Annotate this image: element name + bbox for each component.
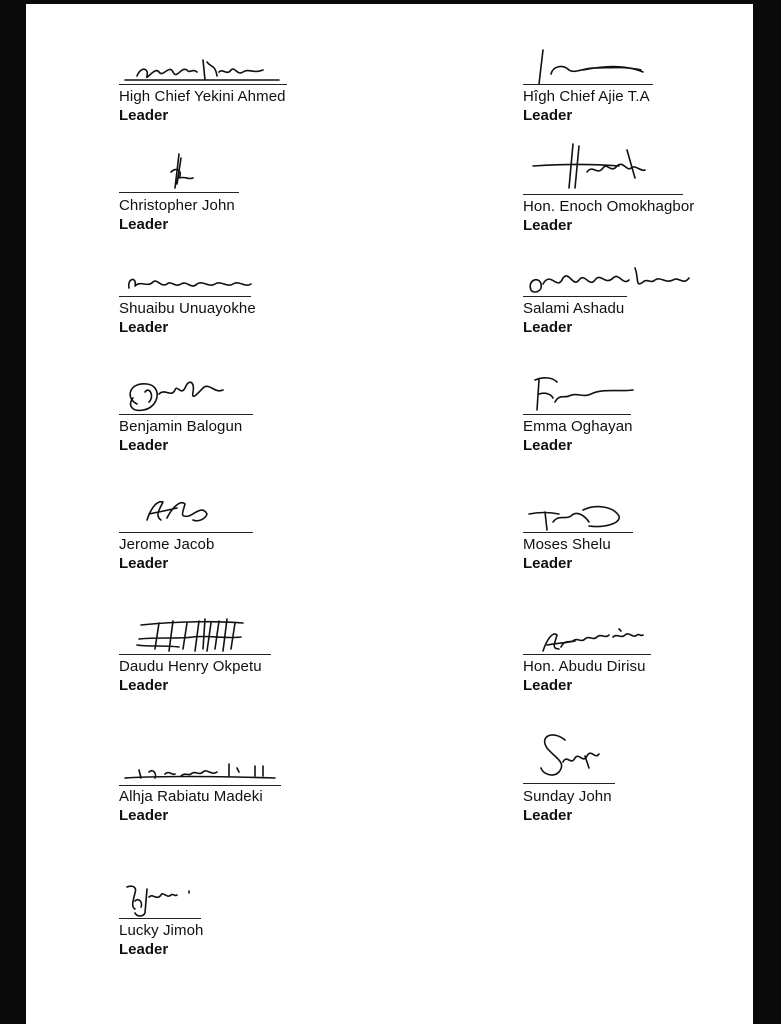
handwritten-signature: [119, 368, 319, 420]
signatory-name: Salami Ashadu: [523, 300, 625, 317]
signature-line: [119, 918, 201, 919]
handwritten-signature: [523, 368, 723, 420]
signatory-role: Leader: [523, 555, 573, 572]
signature-line: [523, 296, 627, 297]
signature-page: [26, 4, 753, 1024]
signature-line: [119, 654, 271, 655]
signature-line: [523, 414, 631, 415]
signatory-name: Hîgh Chief Ajie T.A: [523, 88, 650, 105]
signatory-name: Jerome Jacob: [119, 536, 215, 553]
signatory-role: Leader: [119, 216, 169, 233]
signatory-name: Daudu Henry Okpetu: [119, 658, 262, 675]
signatory-name: High Chief Yekini Ahmed: [119, 88, 286, 105]
signature-line: [119, 785, 281, 786]
handwritten-signature: [119, 150, 319, 202]
signatory-role: Leader: [119, 319, 169, 336]
signature-line: [523, 84, 653, 85]
signature-line: [119, 192, 239, 193]
signatory-role: Leader: [119, 807, 169, 824]
signatory-name: Hon. Abudu Dirisu: [523, 658, 646, 675]
signatory-role: Leader: [119, 437, 169, 454]
handwritten-signature: [523, 142, 723, 194]
signatory-role: Leader: [523, 319, 573, 336]
signatory-name: Lucky Jimoh: [119, 922, 204, 939]
signatory-name: Emma Oghayan: [523, 418, 633, 435]
signatory-name: Shuaibu Unuayokhe: [119, 300, 256, 317]
signatory-role: Leader: [119, 677, 169, 694]
handwritten-signature: [523, 726, 723, 778]
signature-line: [119, 532, 253, 533]
signatory-role: Leader: [119, 941, 169, 958]
signatory-role: Leader: [523, 217, 573, 234]
handwritten-signature: [523, 486, 723, 538]
signatory-role: Leader: [119, 107, 169, 124]
signatory-name: Christopher John: [119, 197, 235, 214]
handwritten-signature: [119, 486, 319, 538]
signature-line: [119, 296, 251, 297]
signature-line: [119, 414, 253, 415]
handwritten-signature: [119, 738, 319, 790]
signature-line: [523, 783, 615, 784]
signatory-role: Leader: [523, 437, 573, 454]
signatory-name: Benjamin Balogun: [119, 418, 243, 435]
signatory-role: Leader: [119, 555, 169, 572]
signatory-name: Moses Shelu: [523, 536, 611, 553]
signatory-name: Hon. Enoch Omokhagbor: [523, 198, 695, 215]
signatory-role: Leader: [523, 807, 573, 824]
signatory-role: Leader: [523, 677, 573, 694]
signatory-role: Leader: [523, 107, 573, 124]
signature-line: [119, 84, 287, 85]
signatory-name: Sunday John: [523, 788, 612, 805]
signature-line: [523, 532, 633, 533]
signature-line: [523, 654, 651, 655]
signature-line: [523, 194, 683, 195]
signatory-name: Alhja Rabiatu Madeki: [119, 788, 263, 805]
